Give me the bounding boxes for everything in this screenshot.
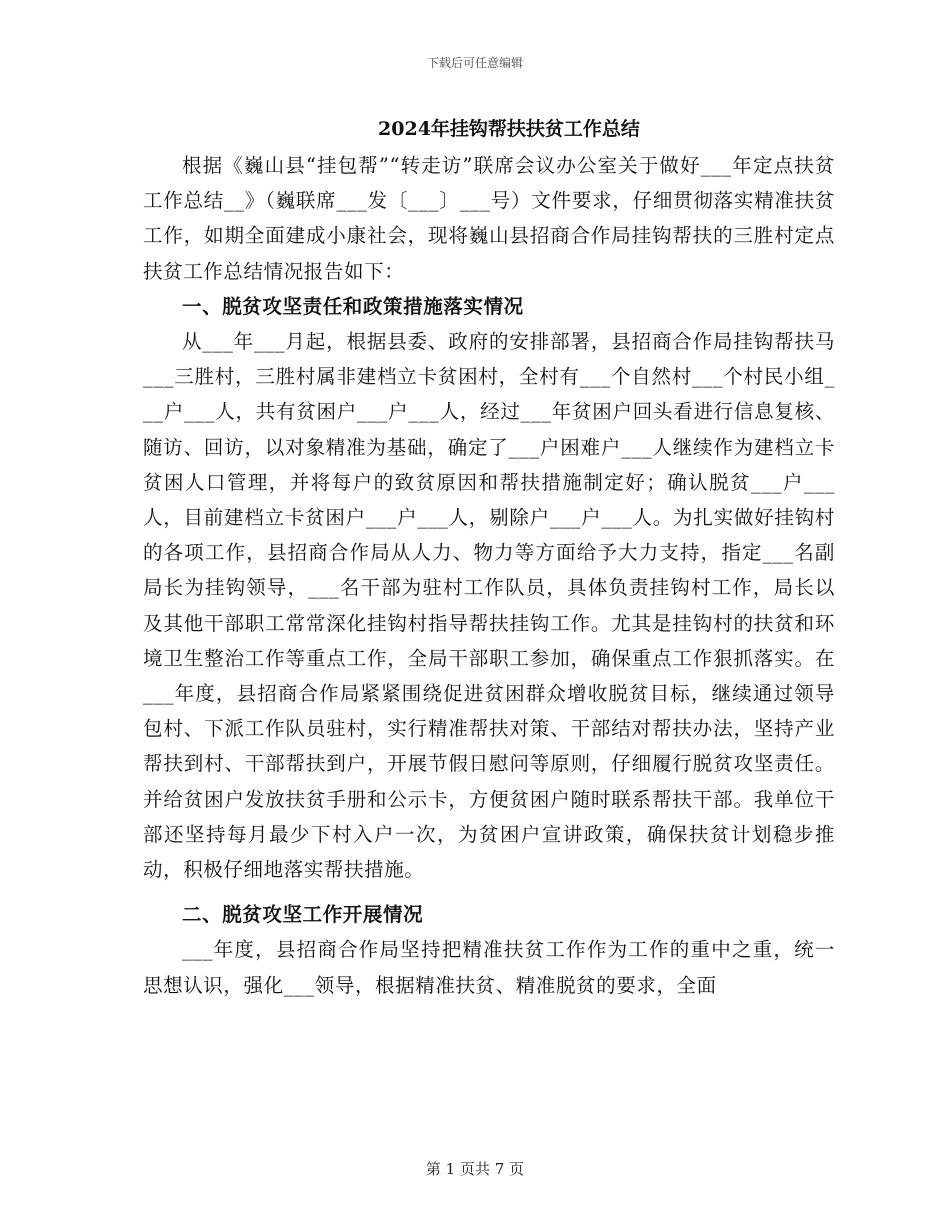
document-body [143,112,835,1003]
section-1-paragraph: 从___年___月起，根据县委、政府的安排部署，县招商合作局挂钩帮扶马___三胜村，三胜村属非建档立卡贫困村，全村有___个自然村___个村民小组___户___人，共有贫困户___户___人，经过___年贫困户回头看进行信息复核、随访、回访，以对象精准为基础，确定了___户困难户___人继续作为建档立卡贫困人口管理，并将每户的致贫原因和帮扶措施制定好；确认脱贫___户___人，目前建档立卡贫困户___户___人，剔除户___户___人。为扎实做好挂钩村的各项工作，县招商合作局从人力、物力等方面给予大力支持，指定___名副局长为挂钩领导，___名干部为驻村工作队员，具体负责挂钩村工作，局长以及其他干部职工常常深化挂钩村指导帮扶挂钩工作。尤其是挂钩村的扶贫和环境卫生整治工作等重点工作，全局干部职工参加，确保重点工作狠抓落实。在___年度，县招商合作局紧紧围绕促进贫困群众增收脱贫目标，继续通过领导包村、下派工作队员驻村，实行精准帮扶对策、干部结对帮扶办法，坚持产业帮扶到村、干部帮扶到户，开展节假日慰问等原则，仔细履行脱贫攻坚责任。并给贫困户发放扶贫手册和公示卡，方便贫困户随时联系帮扶干部。我单位干部还坚持每月最少下村入户一次，为贫困户宣讲政策，确保扶贫计划稳步推动，积极仔细地落实帮扶措施。 [143,330,835,882]
section-1-heading: 一、脱贫攻坚责任和政策措施落实情况 [182,294,524,318]
page-number: 第 1 页共 7 页 [425,1160,525,1178]
page-header-note: 下载后可任意编辑 [426,56,523,70]
intro-paragraph: 根据《巍山县“挂包帮”“转走访”联席会议办公室关于做好___年定点扶贫工作总结__》（巍联席___发〔___〕___号）文件要求，仔细贯彻落实精准扶贫工作，如期全面建成小康社会，现将巍山县招商合作局挂钩帮扶的三胜村定点扶贫工作总结情况报告如下： [143,154,835,283]
document-title: 2024年挂钩帮扶扶贫工作总结 [378,118,640,140]
section-2-paragraph: ___年度，县招商合作局坚持把精准扶贫工作作为工作的重中之重，统一思想认识，强化___领导，根据精准扶贫、精准脱贫的要求，全面 [143,938,835,997]
section-2-heading: 二、脱贫攻坚工作开展情况 [182,903,424,927]
